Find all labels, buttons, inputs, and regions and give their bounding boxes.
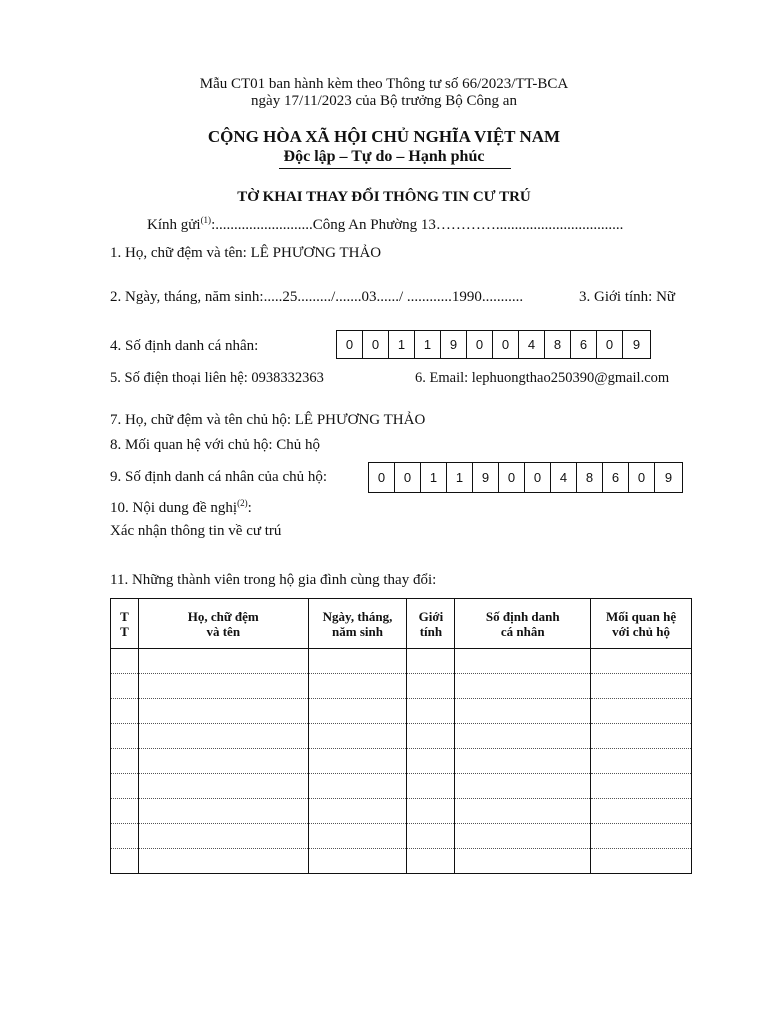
recipient-value: :..........................Công An Phường 13…………..................................: [211, 217, 624, 233]
id-digit: 0: [337, 331, 363, 358]
form-note-line2: ngày 17/11/2023 của Bộ trưởng Bộ Công an: [251, 93, 517, 109]
members-table: [110, 598, 692, 874]
head-id-digit: 0: [369, 463, 395, 492]
gender-field: 3. Giới tính: Nữ: [579, 289, 676, 305]
table-row[interactable]: [111, 674, 692, 699]
header-tt: T T: [111, 599, 139, 649]
phone-field: 5. Số điện thoại liên hệ: 0938332363: [110, 370, 324, 386]
table-row[interactable]: [111, 699, 692, 724]
id-digit: 1: [389, 331, 415, 358]
request-value: Xác nhận thông tin về cư trú: [110, 523, 282, 539]
id-number-boxes: [336, 330, 651, 359]
head-id-digit: 0: [395, 463, 421, 492]
request-sup: (2): [237, 498, 248, 508]
id-digit: 8: [545, 331, 571, 358]
header-relation: Mối quan hệ với chủ hộ: [591, 599, 692, 649]
head-id-digit: 0: [525, 463, 551, 492]
header-id: Số định danh cá nhân: [455, 599, 591, 649]
id-label: 4. Số định danh cá nhân:: [110, 338, 259, 354]
header-name: Họ, chữ đệm và tên: [138, 599, 308, 649]
header-gender: Giới tính: [407, 599, 455, 649]
head-id-digit: 0: [629, 463, 655, 492]
members-label: 11. Những thành viên trong hộ gia đình cùng thay đổi:: [110, 572, 437, 588]
form-title: TỜ KHAI THAY ĐỔI THÔNG TIN CƯ TRÚ: [237, 189, 531, 205]
id-digit: 4: [519, 331, 545, 358]
motto-underline: [279, 168, 511, 169]
dob-field: 2. Ngày, tháng, năm sinh:.....25........./.......03....../ ............1990...........: [110, 289, 524, 305]
id-digit: 9: [632, 337, 641, 352]
nation-title: CỘNG HÒA XÃ HỘI CHỦ NGHĨA VIỆT NAM: [207, 127, 561, 146]
head-id-digit: 4: [551, 463, 577, 492]
form-note-line1: Mẫu CT01 ban hành kèm theo Thông tư số 66/2023/TT-BCA: [199, 76, 569, 92]
request-label: 10. Nội dung đề nghị: [110, 500, 238, 516]
table-row[interactable]: [111, 824, 692, 849]
table-row[interactable]: [111, 799, 692, 824]
id-digit: 0: [363, 331, 389, 358]
motto: Độc lập – Tự do – Hạnh phúc: [283, 148, 485, 165]
id-digit: 9: [441, 331, 467, 358]
table-row[interactable]: [111, 724, 692, 749]
head-id-number-boxes: [368, 462, 683, 493]
id-digit: 6: [571, 331, 597, 358]
table-row[interactable]: [111, 774, 692, 799]
head-id-label: 9. Số định danh cá nhân của chủ hộ:: [110, 469, 328, 485]
head-id-digit: 8: [577, 463, 603, 492]
header-dob: Ngày, tháng, năm sinh: [308, 599, 407, 649]
head-name-field: 7. Họ, chữ đệm và tên chủ hộ: LÊ PHƯƠNG THẢO: [110, 412, 426, 428]
head-id-digit: 9: [664, 470, 673, 485]
table-row[interactable]: [111, 649, 692, 674]
id-digit: 0: [467, 331, 493, 358]
table-row[interactable]: [111, 849, 692, 874]
recipient-line: [147, 217, 623, 234]
id-digit: 0: [597, 331, 623, 358]
relation-field: 8. Mối quan hệ với chủ hộ: Chủ hộ: [110, 437, 320, 453]
request-label-line: [110, 500, 252, 517]
recipient-sup: (1): [200, 215, 212, 225]
full-name-field: 1. Họ, chữ đệm và tên: LÊ PHƯƠNG THẢO: [110, 245, 382, 261]
table-header-row: [111, 599, 692, 649]
request-colon: :: [247, 500, 252, 516]
head-id-digit: 0: [499, 463, 525, 492]
id-digit: 0: [493, 331, 519, 358]
head-id-digit: 1: [421, 463, 447, 492]
head-id-digit: 1: [447, 463, 473, 492]
head-id-digit: 9: [473, 463, 499, 492]
recipient-label: Kính gửi: [147, 217, 201, 233]
email-field: 6. Email: lephuongthao250390@gmail.com: [415, 370, 670, 386]
head-id-digit: 6: [603, 463, 629, 492]
id-digit: 1: [415, 331, 441, 358]
table-row[interactable]: [111, 749, 692, 774]
